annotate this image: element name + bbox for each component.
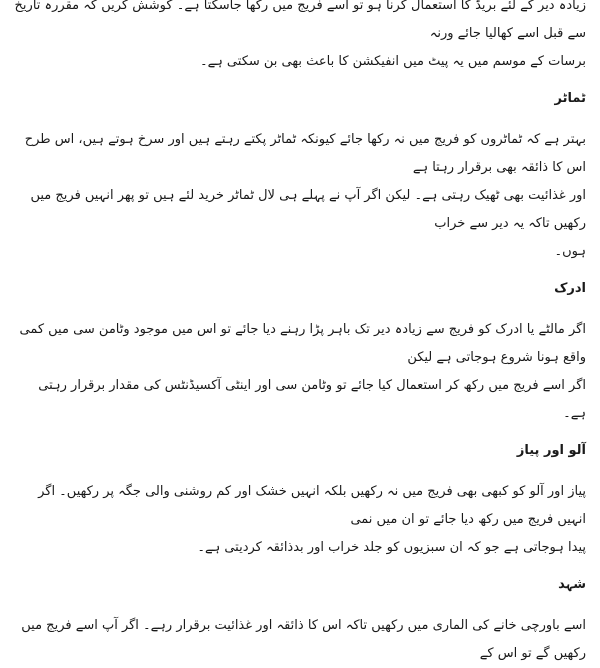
intro-line-1: زیادہ دیر کے لئے بریڈ کا استعمال کرنا ہو تو اسے فریج میں رکھا جاسکتا ہے۔ کوشش کریں کہ مقررہ تاریخ سے قبل اسے کھالیا جائے ورنہ: [14, 0, 586, 41]
section-heading-ginger: ادرک: [554, 281, 586, 296]
ginger-line-1: اگر مالٹے یا ادرک کو فریج سے زیادہ دیر تک باہر پڑا رہنے دیا جائے تو اس میں موجود وٹامن سی میں کمی واقع ہونا شروع ہوجاتی ہے لیکن: [19, 322, 586, 365]
tomato-line-1: بہتر ہے کہ ٹماٹروں کو فریج میں نہ رکھا جائے کیونکہ ٹماٹر پکتے رہتے ہیں اور سرخ ہوتے ہیں، اس طرح اس کا ذائقہ بھی برقرار رہتا ہے: [24, 132, 586, 175]
ginger-paragraph: [14, 316, 586, 428]
section-heading-honey: شہد: [558, 577, 586, 592]
intro-line-2: برسات کے موسم میں یہ پیٹ میں انفیکشن کا باعث بھی بن سکتی ہے۔: [199, 54, 586, 69]
potato-onion-line-2: پیدا ہوجاتی ہے جو کہ ان سبزیوں کو جلد خراب اور بدذائقہ کردیتی ہے۔: [197, 540, 586, 555]
section-heading-tomato: ٹماٹر: [554, 91, 586, 106]
ginger-line-2: اگر اسے فریج میں رکھ کر استعمال کیا جائے تو وٹامن سی اور اینٹی آکسیڈنٹس کی مقدار برقرار رہتی ہے۔: [38, 378, 586, 421]
honey-line-1: اسے باورچی خانے کی الماری میں رکھیں تاکہ اس کا ذائقہ اور غذائیت برقرار رہے۔ اگر آپ اسے فریج میں رکھیں گے تو اس کے: [21, 618, 586, 661]
tomato-line-3: ہوں۔: [554, 244, 586, 259]
section-heading-potato-onion: آلو اور پیاز: [516, 443, 586, 458]
honey-paragraph: [14, 612, 586, 668]
tomato-paragraph: [14, 126, 586, 266]
potato-onion-line-1: پیاز اور آلو کو کبھی بھی فریج میں نہ رکھیں بلکہ انہیں خشک اور کم روشنی والی جگہ پر رکھیں۔ اگر انہیں فریج میں رکھ دیا جائے تو ان میں نمی: [38, 484, 586, 527]
intro-paragraph: [14, 0, 586, 76]
potato-onion-paragraph: [14, 478, 586, 562]
tomato-line-2: اور غذائیت بھی ٹھیک رہتی ہے۔ لیکن اگر آپ نے پہلے ہی لال ٹماٹر خرید لئے ہیں تو پھر انہیں فریج میں رکھیں تاکہ یہ دیر سے خراب: [30, 188, 586, 231]
